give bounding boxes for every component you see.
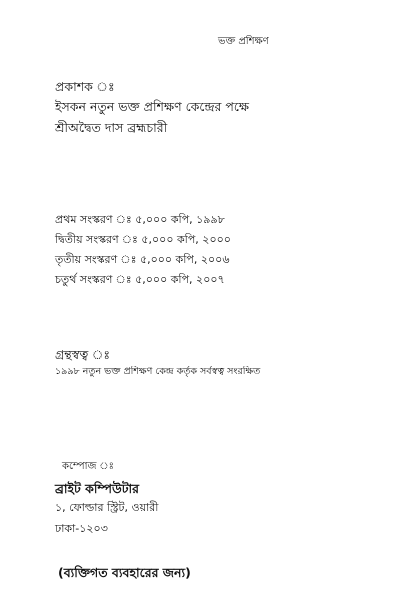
running-header: ভক্ত প্রশিক্ষণ: [218, 36, 269, 47]
personal-use-note: (ব্যক্তিগত ব্যবহারের জন্য): [58, 565, 191, 580]
compose-city: ঢাকা-১২০৩: [55, 522, 108, 535]
edition-line: তৃতীয় সংস্করণ ঃ ৫,০০০ কপি, ২০০৬: [55, 253, 230, 266]
edition-line: চতুর্থ সংস্করণ ঃ ৫,০০০ কপি, ২০০৭: [55, 273, 225, 286]
edition-list: [55, 210, 231, 290]
copyright-heading: গ্রন্থস্বত্ব ঃ: [55, 347, 111, 362]
publisher-person: শ্রীঅদ্বৈত দাস ব্রহ্মচারী: [55, 120, 168, 135]
edition-line: দ্বিতীয় সংস্করণ ঃ ৫,০০০ কপি, ২০০০: [55, 233, 231, 246]
publisher-organization: ইসকন নতুন ভক্ত প্রশিক্ষণ কেন্দ্রের পক্ষে: [55, 99, 250, 114]
edition-line: প্রথম সংস্করণ ঃ ৫,০০০ কপি, ১৯৯৮: [55, 213, 225, 226]
compose-heading: কম্পোজ ঃ: [62, 461, 114, 472]
compose-company: ব্রাইট কম্পিউটার: [55, 481, 140, 496]
compose-address: ১, ফোল্ডার স্ট্রিট, ওয়ারী: [55, 501, 159, 514]
publisher-heading: প্রকাশক ঃ: [55, 79, 115, 94]
copyright-text: ১৯৯৮ নতুন ভক্ত প্রশিক্ষণ কেন্দ্র কর্তৃক সর্বস্বত্ব সংরক্ষিত: [55, 366, 261, 377]
